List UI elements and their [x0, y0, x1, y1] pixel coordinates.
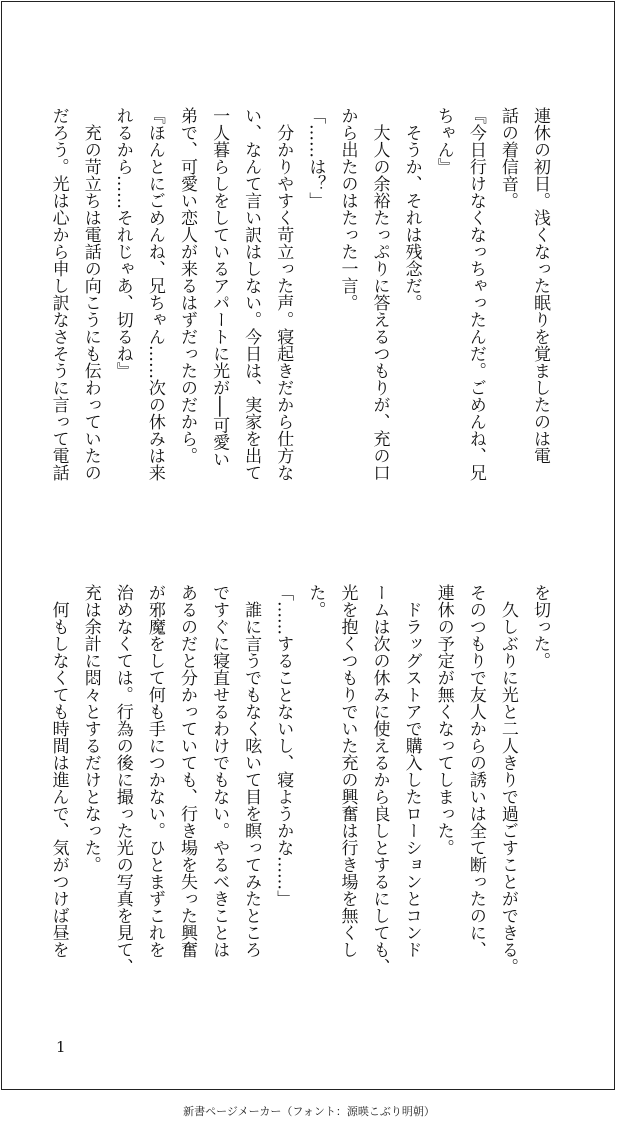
text-block-top: 連休の初日。浅くなった眠りを覚ましたのは電 話の着信音。 『今日行けなくなっちゃったんだ。ごめんね、兄 ちゃん』 そうか、それは残念だ。 大人の余裕たっぷりに答えるつもりが、充の口 から出たのはたった一言。 「……は？」 分かりやすく苛立った声。寝起きだから仕方な い、なんて言い訳はしない。今日は、実家を出て 一人暮らしをしているアパートに光が──可愛い 弟で、可愛い恋人が来るはずだったのだから。 『ほんとにごめんね、兄ちゃん……次の休みは来 れるから……それじゃあ、切るね』 充の苛立ちは電話の向こうにも伝わっていたの だろう。光は心から申し訳なさそうに言って電話 [48, 107, 550, 481]
text-block-bottom: を切った。 久しぶりに光と二人きりで過ごすことができる。 そのつもりで友人からの誘いは全て断ったのに、 連休の予定が無くなってしまった。 ドラッグストアで購入したローションとコンド ームは次の休みに使えるから良しとするにしても、 光を抱くつもりでいた充の興奮は行き場を無くし た。 「……することないし、寝ようかな……」 誰に言うでもなく呟いて目を瞑ってみたところ ですぐに寝直せるわけでもない。やるべきことは あるのだと分かっていても、行き場を失った興奮 が邪魔をして何も手につかない。ひとまずこれを 治めなくては。行為の後に撮った光の写真を見て、 充は余計に悶々とするだけとなった。 何もしなくても時間は進んで、気がつけば昼を [48, 584, 550, 975]
footer-credit: 新書ページメーカー（フォント：源暎こぶり明朝） [183, 1105, 435, 1118]
page-frame [1, 1, 615, 1090]
page-number: 1 [56, 1038, 66, 1056]
